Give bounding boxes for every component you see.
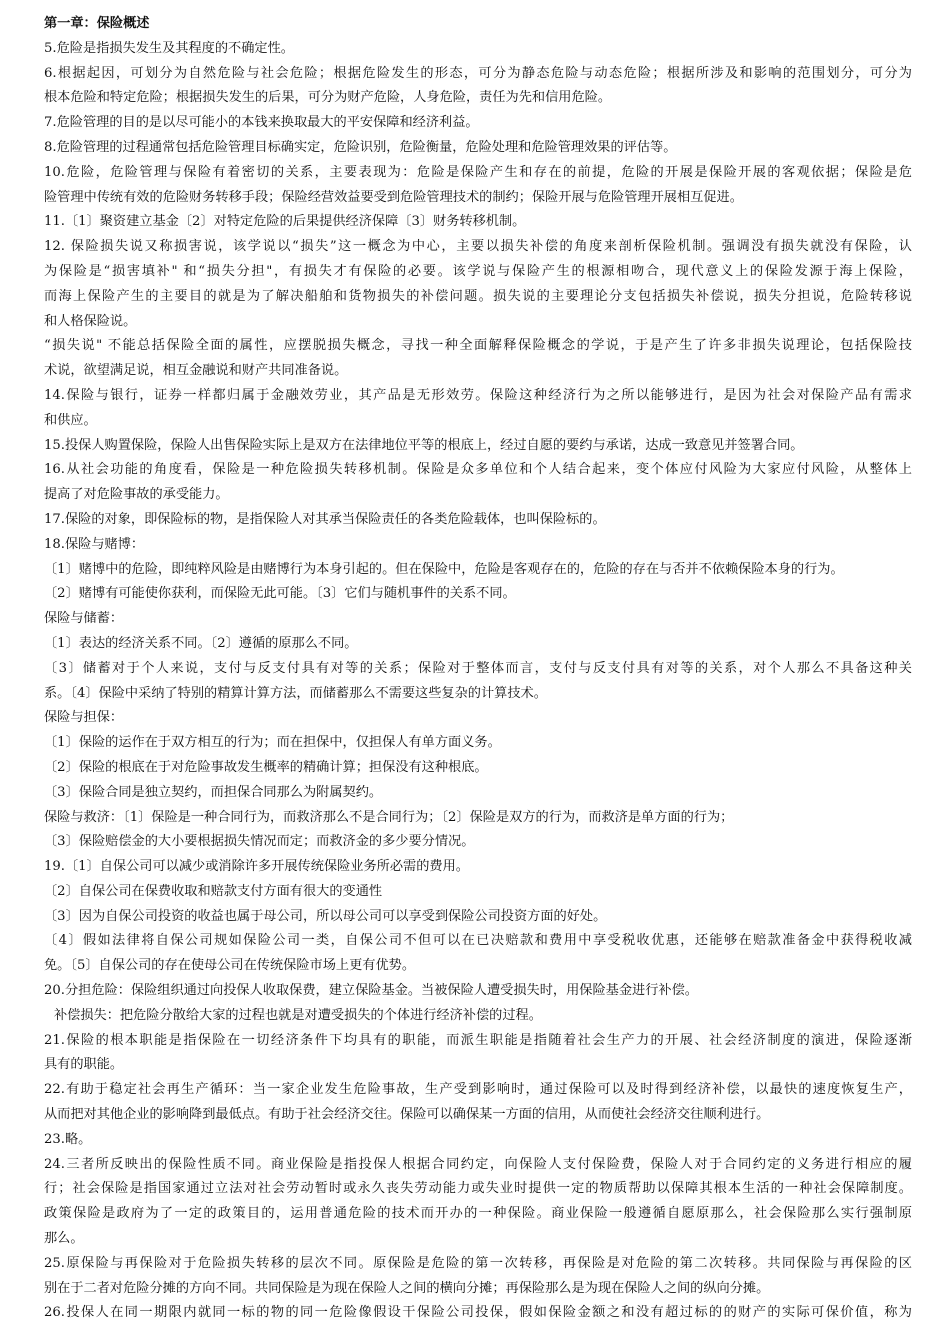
text-line: 从而把对其他企业的影响降到最低点。有助于社会经济交往。保险可以确保某一方面的信用，从而使社会经济交往顺利进行。 — [44, 1107, 770, 1123]
text-line: 6.根据起因，可划分为自然危险与社会危险；根据危险发生的形态，可分为静态危险与动态危险；根据所涉及和影响的范围划分，可分为 — [44, 65, 912, 81]
text-line: 险管理中传统有效的危险财务转移手段；保险经营效益要受到危险管理技术的制约；保险开展与危险管理开展相互促进。 — [44, 189, 743, 205]
text-line: 那么。 — [44, 1231, 84, 1247]
text-line: 保险与储蓄： — [44, 611, 124, 627]
text-line: 14.保险与银行，证券一样都归属于金融效劳业，其产品是无形效劳。保险这种经济行为之所以能够进行，是因为社会对保险产品有需求 — [44, 387, 912, 403]
text-line: 10.危险，危险管理与保险有着密切的关系，主要表现为：危险是保险产生和存在的前提，危险的开展是保险开展的客观依据；保险是危 — [44, 164, 912, 180]
text-line: 18.保险与赌博： — [44, 536, 145, 552]
text-line: 15.投保人购置保险，保险人出售保险实际上是双方在法律地位平等的根底上，经过自愿的要约与承诺，达成一致意见并签署合同。 — [44, 437, 804, 453]
text-line: 和人格保险说。 — [44, 313, 137, 329]
text-line: 别在于二者对危险分摊的方向不同。共同保险是为现在保险人之间的横向分摊；再保险那么是为现在保险人之间的纵向分摊。 — [44, 1280, 770, 1296]
text-line: 22.有助于稳定社会再生产循环：当一家企业发生危险事故，生产受到影响时，通过保险可以及时得到经济补偿，以最快的速度恢复生产， — [44, 1082, 912, 1098]
text-line: 19.〔1〕自保公司可以减少或消除许多开展传统保险业务所必需的费用。 — [44, 859, 469, 875]
text-line: 20.分担危险：保险组织通过向投保人收取保费，建立保险基金。当被保险人遭受损失时，用保险基金进行补偿。 — [44, 983, 698, 999]
text-line: 政策保险是政府为了一定的政策目的，运用普通危险的技术而开办的一种保险。商业保险一般遵循自愿原那么，社会保险那么实行强制原 — [44, 1206, 912, 1222]
text-line: 行；社会保险是指国家通过立法对社会劳动暂时或永久丧失劳动能力或失业时提供一定的物质帮助以保障其根本生活的一种社会保障制度。 — [44, 1181, 912, 1197]
text-line: 24.三者所反映出的保险性质不同。商业保险是指投保人根据合同约定，向保险人支付保险费，保险人对于合同约定的义务进行相应的履 — [44, 1156, 912, 1172]
text-line: 26.投保人在同一期限内就同一标的物的同一危险像假设干保险公司投保，假如保险金额之和没有超过标的的财产的实际可保价值，称为 — [44, 1305, 912, 1321]
text-line: 〔3〕保险赔偿金的大小要根据损失情况而定；而救济金的多少要分情况。 — [44, 834, 475, 850]
text-line: 保险与担保： — [44, 710, 124, 726]
text-line: 〔3〕因为自保公司投资的收益也属于母公司，所以母公司可以享受到保险公司投资方面的好处。 — [44, 908, 607, 924]
text-line: 17.保险的对象，即保险标的物，是指保险人对其承当保险责任的各类危险载体，也叫保险标的。 — [44, 511, 606, 527]
text-line: 25.原保险与再保险对于危险损失转移的层次不同。原保险是危险的第一次转移，再保险是对危险的第二次转移。共同保险与再保险的区 — [44, 1255, 912, 1271]
text-line: 8.危险管理的过程通常包括危险管理目标确实定，危险识别，危险衡量，危险处理和危险管理效果的评估等。 — [44, 139, 677, 155]
text-line: 补偿损失：把危险分散给大家的过程也就是对遭受损失的个体进行经济补偿的过程。 — [54, 1007, 542, 1023]
text-line: 7.危险管理的目的是以尽可能小的本钱来换取最大的平安保障和经济利益。 — [44, 115, 479, 131]
text-line: 保险与救济：〔1〕保险是一种合同行为，而救济那么不是合同行为；〔2〕保险是双方的行为，而救济是单方面的行为； — [44, 809, 734, 825]
text-line: 术说，欲望满足说，相互金融说和财产共同准备说。 — [44, 363, 348, 379]
text-line: 〔1〕赌博中的危险，即纯粹风险是由赌博行为本身引起的。但在保险中，危险是客观存在的，危险的存在与否并不依赖保险本身的行为。 — [44, 561, 844, 577]
text-line: 〔1〕表达的经济关系不同。〔2〕遵循的原那么不同。 — [44, 635, 358, 651]
text-line: 〔3〕保险合同是独立契约，而担保合同那么为附属契约。 — [44, 784, 383, 800]
text-line: 免。〔5〕自保公司的存在使母公司在传统保险市场上更有优势。 — [44, 958, 416, 974]
text-line: “损失说" 不能总括保险全面的属性，应摆脱损失概念，寻找一种全面解释保险概念的学说，于是产生了许多非损失说理论，包括保险技 — [44, 338, 912, 354]
text-line: 〔2〕保险的根底在于对危险事故发生概率的精确计算；担保没有这种根底。 — [44, 759, 488, 775]
text-line: 和供应。 — [44, 412, 97, 428]
text-line: 〔4〕假如法律将自保公司规如保险公司一类，自保公司不但可以在已决赔款和费用中享受税收优惠，还能够在赔款准备金中获得税收减 — [44, 933, 912, 949]
text-line: 11.〔1〕聚资建立基金〔2〕对特定危险的后果提供经济保障〔3〕财务转移机制。 — [44, 214, 526, 230]
text-line: 具有的职能。 — [44, 1057, 124, 1073]
text-line: 5.危险是指损失发生及其程度的不确定性。 — [44, 40, 294, 56]
text-line: 而海上保险产生的主要目的就是为了解决船舶和货物损失的补偿问题。损失说的主要理论分支包括损失补偿说，损失分担说，危险转移说 — [44, 288, 912, 304]
text-line: 〔3〕储蓄对于个人来说，支付与反支付具有对等的关系；保险对于整体而言，支付与反支付具有对等的关系，对个人那么不具备这种关 — [44, 660, 912, 676]
document-body — [44, 12, 912, 1326]
text-line: 21.保险的根本职能是指保险在一切经济条件下均具有的职能，而派生职能是指随着社会生产力的开展、社会经济制度的演进，保险逐渐 — [44, 1032, 912, 1048]
text-line: 系。〔4〕保险中采纳了特别的精算计算方法，而储蓄那么不需要这些复杂的计算技术。 — [44, 685, 547, 701]
chapter-title: 第一章：保险概述 — [44, 16, 150, 31]
text-line: 提高了对危险事故的承受能力。 — [44, 487, 229, 503]
text-line: 〔2〕自保公司在保费收取和赔款支付方面有很大的变通性 — [44, 883, 383, 899]
text-line: 〔2〕赌博有可能使你获利，而保险无此可能。〔3〕它们与随机事件的关系不同。 — [44, 586, 516, 602]
text-line: 根本危险和特定危险；根据损失发生的后果，可分为财产危险，人身危险，责任为先和信用危险。 — [44, 90, 612, 106]
text-line: 〔1〕保险的运作在于双方相互的行为；而在担保中，仅担保人有单方面义务。 — [44, 735, 501, 751]
text-line: 16.从社会功能的角度看，保险是一种危险损失转移机制。保险是众多单位和个人结合起来，变个体应付风险为大家应付风险，从整体上 — [44, 462, 912, 478]
text-line: 为保险是“损害填补" 和“损失分担"，有损失才有保险的必要。该学说与保险产生的根源相吻合，现代意义上的保险发源于海上保险， — [44, 263, 912, 279]
text-line: 23.略。 — [44, 1131, 92, 1147]
text-line: 12. 保险损失说又称损害说，该学说以“损失”这一概念为中心，主要以损失补偿的角度来剖析保险机制。强调没有损失就没有保险，认 — [44, 239, 912, 255]
